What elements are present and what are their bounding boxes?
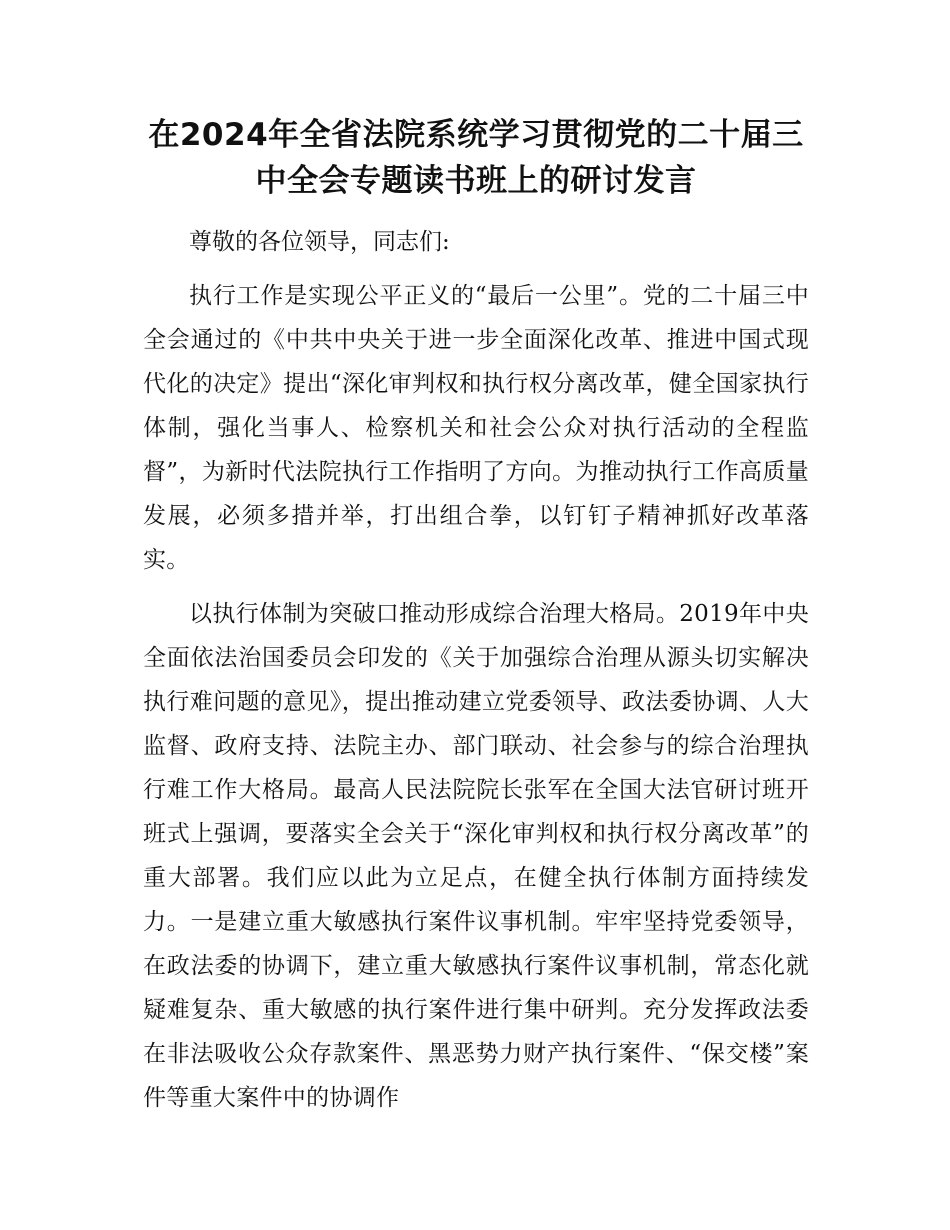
title-line-2: 中全会专题读书班上的研讨发言 bbox=[255, 163, 697, 199]
salutation: 尊敬的各位领导，同志们: bbox=[189, 229, 450, 255]
paragraph-execution-system: 以执行体制为突破口推动形成综合治理大格局。2019年中央全面依法治国委员会印发的《关于加强综合治理从源头切实解决执行难问题的意见》，提出推动建立党委领导、政法委协调、人大监督、政府支持、法院主办、部门联动、社会参与的综合治理执行难工作大格局。最高人民法院院长张军在全国大法官研讨班开班式上强调，要落实全会关于“深化审判权和执行权分离改革”的重大部署。我们应以此为立足点，在健全执行体制方面持续发力。一是建立重大敏感执行案件议事机制。牢牢坚持党委领导，在政法委的协调下，建立重大敏感执行案件议事机制，常态化就疑难复杂、重大敏感的执行案件进行集中研判。充分发挥政法委在非法吸收公众存款案件、黑恶势力财产执行案件、“保交楼”案件等重大案件中的协调作 bbox=[143, 601, 809, 1111]
document-title bbox=[143, 112, 809, 204]
paragraph-intro: 执行工作是实现公平正义的“最后一公里”。党的二十届三中全会通过的《中共中央关于进一步全面深化改革、推进中国式现代化的决定》提出“深化审判权和执行权分离改革，健全国家执行体制，强化当事人、检察机关和社会公众对执行活动的全程监督”，为新时代法院执行工作指明了方向。为推动执行工作高质量发展，必须多措并举，打出组合拳，以钉钉子精神抓好改革落实。 bbox=[143, 283, 809, 573]
document-body bbox=[143, 112, 809, 1120]
title-line-1: 在2024年全省法院系统学习贯彻党的二十届三 bbox=[148, 117, 804, 153]
